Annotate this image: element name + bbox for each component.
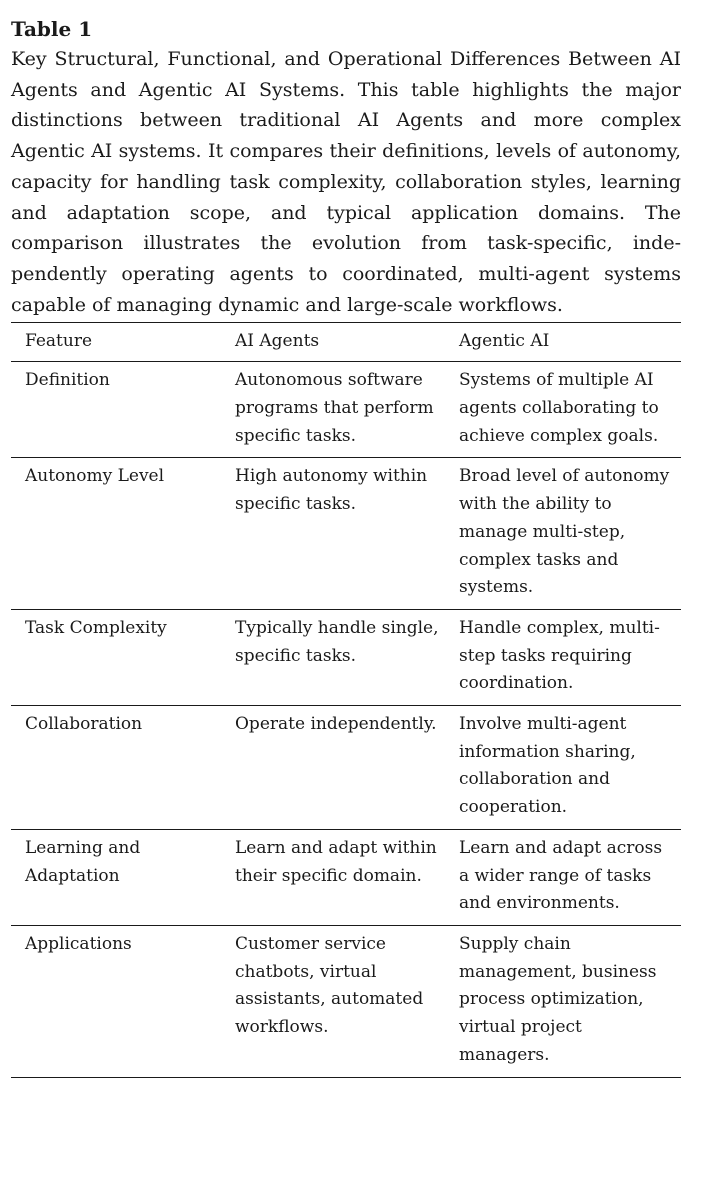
table-label: Table 1: [11, 17, 93, 41]
table-figure: [11, 14, 681, 1078]
table-row: [11, 458, 681, 610]
cell-feature: Autonomy Level: [25, 466, 165, 487]
cell-ai-agents: Operate independently.: [235, 714, 437, 735]
cell-agentic-ai: Involve multi-agent information sharing, collaboration and cooperation.: [459, 714, 636, 818]
cell-ai-agents: Typically handle single, specific tasks.: [235, 617, 439, 666]
comparison-table: [11, 322, 681, 1077]
cell-agentic-ai: Learn and adapt across a wider range of tasks and environments.: [459, 837, 663, 914]
table-row: [11, 706, 681, 830]
cell-agentic-ai: Systems of multiple AI agents collaborating to achieve complex goals.: [459, 370, 659, 446]
table-row: [11, 609, 681, 705]
cell-feature: Task Complexity: [25, 617, 167, 638]
table-row: [11, 829, 681, 925]
cell-ai-agents: High autonomy within specific tasks.: [235, 466, 428, 515]
cell-feature: Learning and Adaptation: [25, 837, 141, 886]
header-ai-agents: AI Agents: [235, 331, 320, 352]
cell-ai-agents: Autonomous software programs that perform specific tasks.: [235, 370, 434, 446]
header-agentic-ai: Agentic AI: [459, 331, 550, 352]
cell-feature: Collaboration: [25, 714, 143, 735]
table-row: [11, 362, 681, 458]
cell-ai-agents: Learn and adapt within their specific domain.: [235, 837, 437, 886]
header-feature: Feature: [25, 331, 93, 352]
cell-agentic-ai: Supply chain management, business process optimization, virtual project managers.: [459, 933, 657, 1065]
cell-feature: Applications: [25, 933, 132, 954]
table-header-row: [11, 323, 681, 362]
cell-agentic-ai: Broad level of autonomy with the ability to manage multi-step, complex tasks and systems.: [459, 466, 670, 598]
cell-ai-agents: Customer service chatbots, virtual assistants, automated workflows.: [235, 933, 424, 1038]
table-caption: Key Structural, Functional, and Operational Differences Between AI Agents and Agentic AI Systems. This table highlights the major distinctions between traditional AI Agents and more complex Agentic AI systems. It compares their definitions, levels of autonomy, capacity for handling task complexity, collaboration styles, learning and adaptation scope, and typical application domains. The comparison illustrates the evolution from task-specific, independently operating agents to coordinated, multi-agent systems capable of managing dynamic and large-scale workflows.: [11, 48, 681, 316]
cell-agentic-ai: Handle complex, multi-step tasks requiring coordination.: [459, 617, 660, 694]
cell-feature: Definition: [25, 370, 110, 391]
table-row: [11, 925, 681, 1077]
